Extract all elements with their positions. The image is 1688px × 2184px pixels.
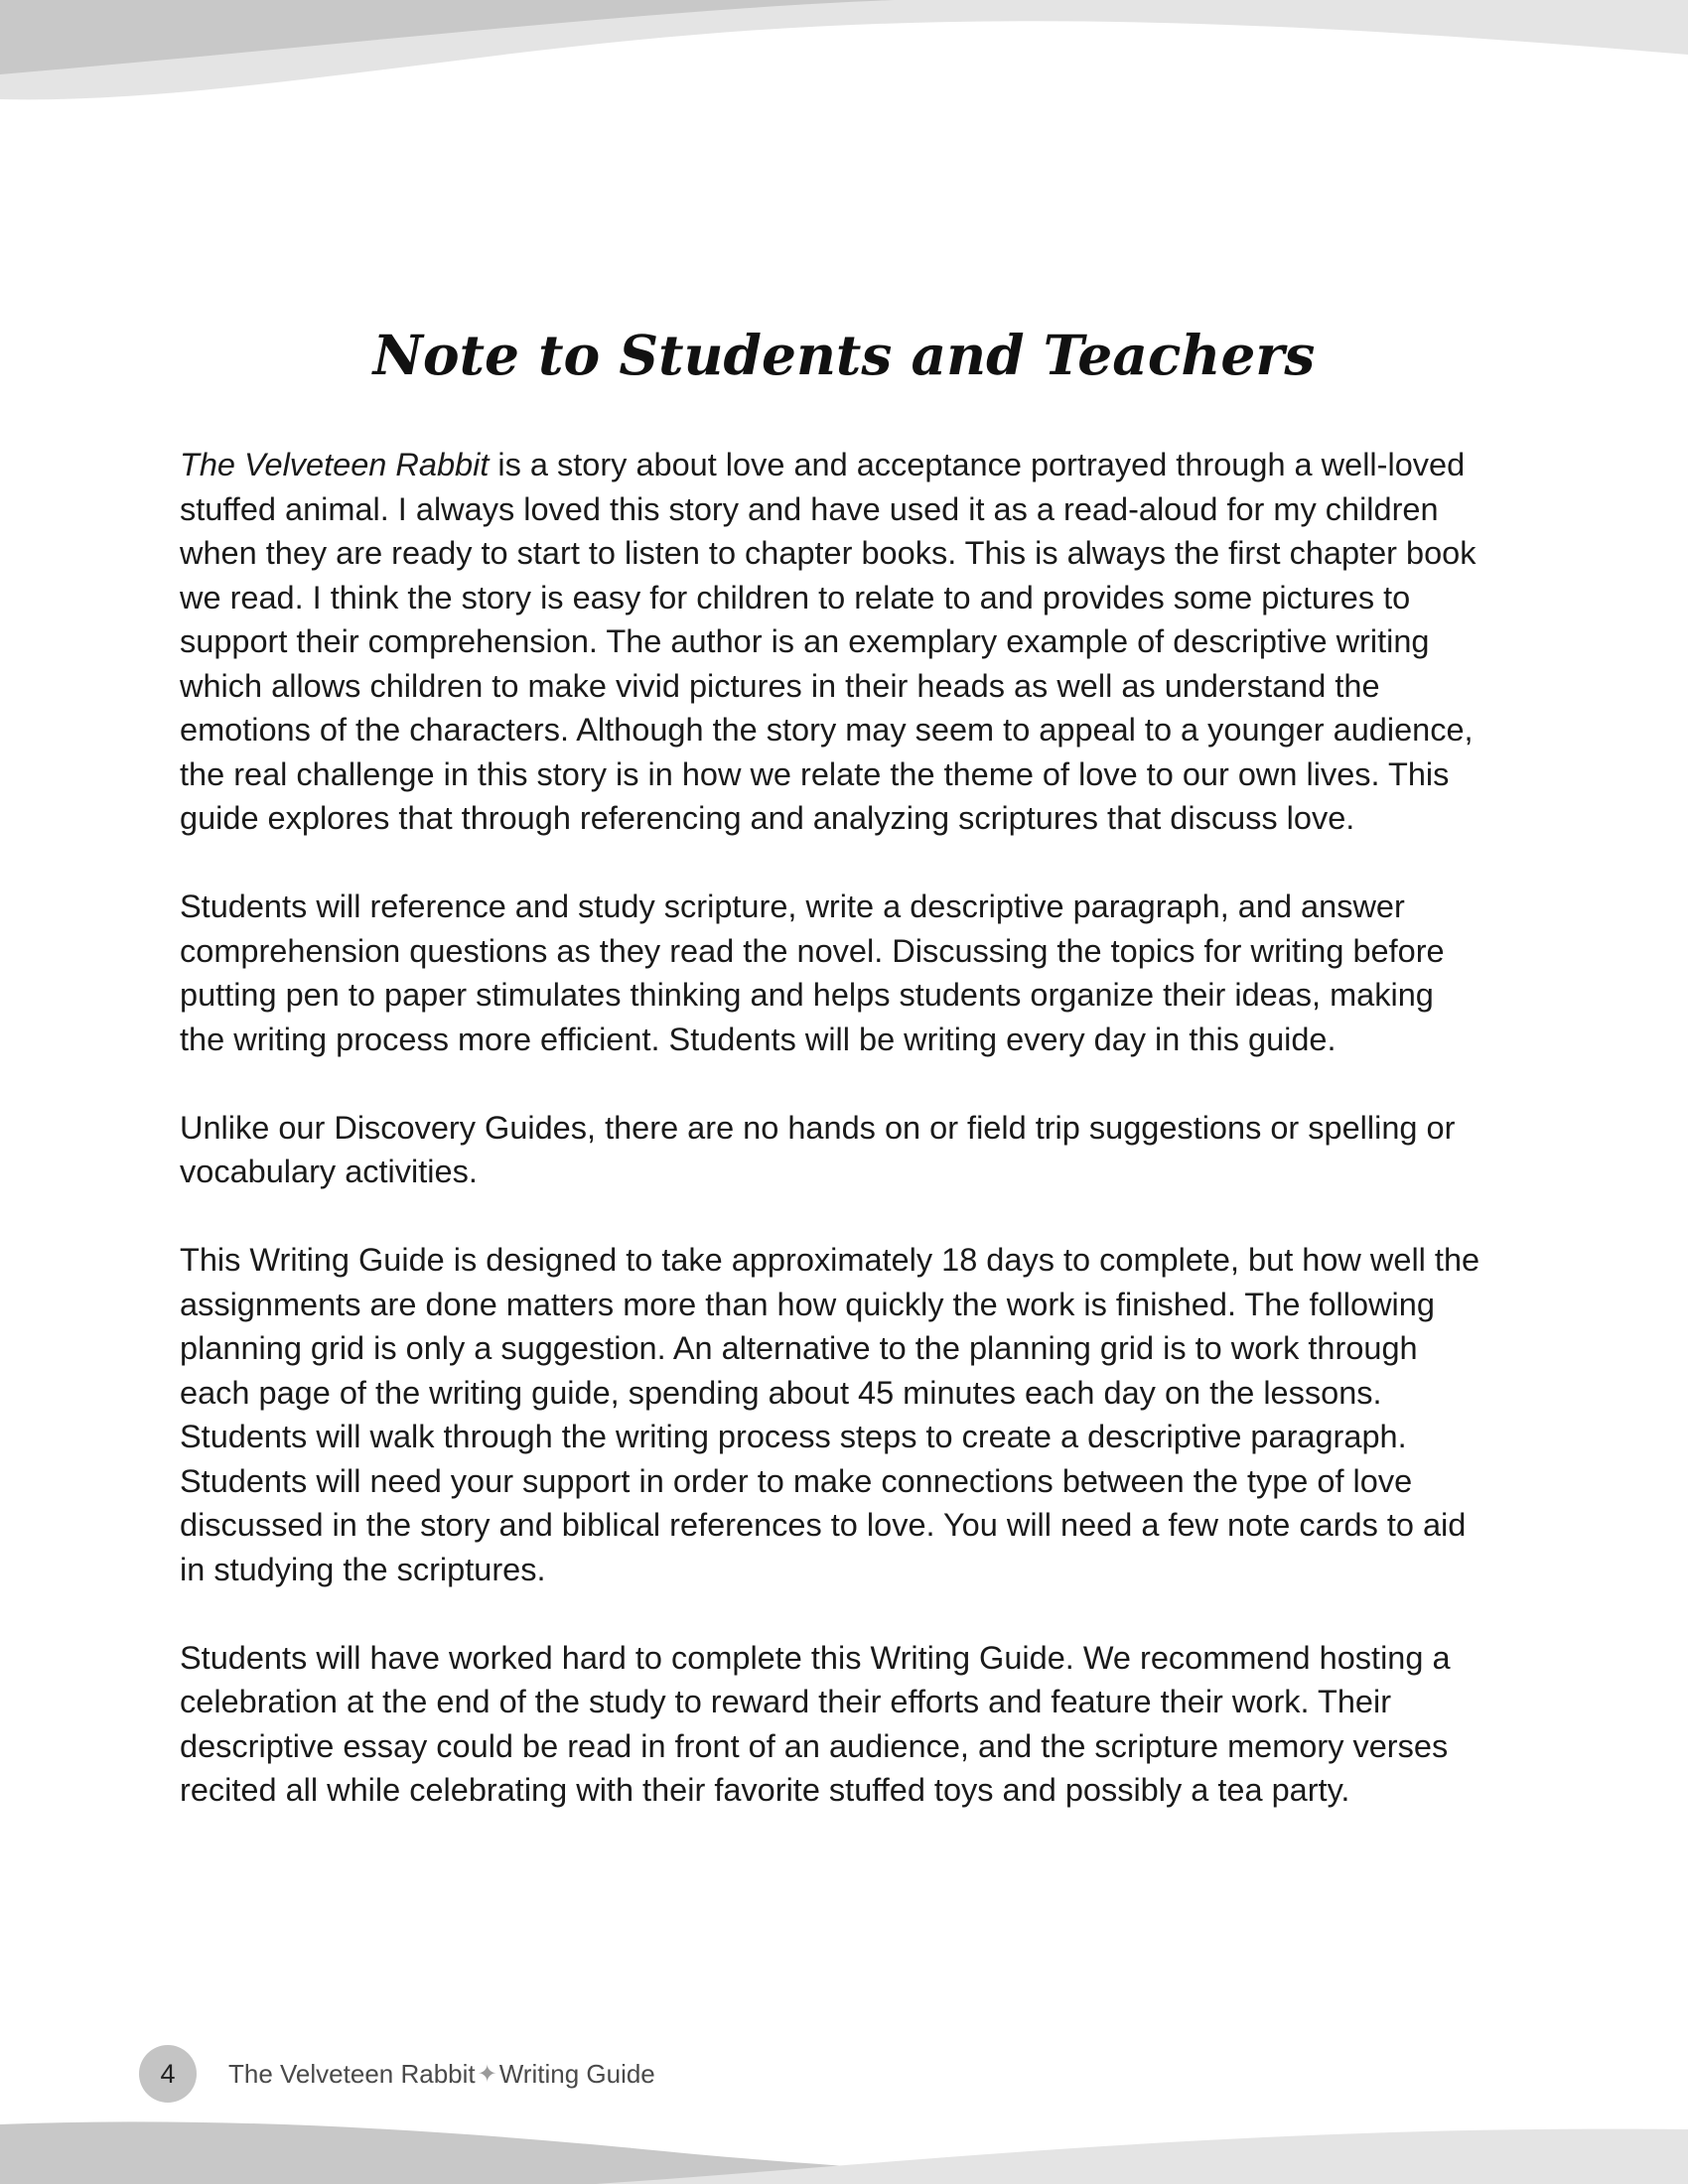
book-title-italic: The Velveteen Rabbit bbox=[180, 447, 490, 482]
paragraph-celebration: Students will have worked hard to complete this Writing Guide. We recommend hosting a celebration at the end of the study to reward their efforts and feature their work. Their descriptive essay could be read in front of an audience, and the scripture memory verses recited all while celebrating with their favorite stuffed toys and possibly a tea party. bbox=[180, 1639, 1451, 1808]
top-wave-decoration bbox=[0, 0, 1688, 109]
bottom-wave-decoration bbox=[0, 2105, 1688, 2184]
page-footer bbox=[139, 2044, 655, 2104]
paragraph-text: is a story about love and acceptance portrayed through a well-loved stuffed animal. I always loved this story and have used it as a read-aloud for my children when they are ready to start to listen to chapter books. This is always the first chapter book we read. I think the story is easy for children to relate to and provides some pictures to support their comprehension. The author is an exemplary example of descriptive writing which allows children to make vivid pictures in their heads as well as understand the emotions of the characters. Although the story may seem to appeal to a younger audience, the real challenge in this story is in how we relate the theme of love to our own lives. This guide explores that through referencing and analyzing scriptures that discuss love. bbox=[180, 447, 1477, 836]
paragraph-scripture: Students will reference and study scripture, write a descriptive paragraph, and answer comprehension questions as they read the novel. Discussing the topics for writing before putting pen to paper stimulates thinking and helps students organize their ideas, making the writing process more efficient. Students will be writing every day in this guide. bbox=[180, 888, 1445, 1057]
page-number: 4 bbox=[160, 2058, 176, 2089]
footer-book-title: The Velveteen Rabbit bbox=[228, 2058, 476, 2089]
body-text bbox=[180, 443, 1480, 1813]
sparkle-icon: ✦ bbox=[477, 2060, 497, 2088]
page-title: Note to Students and Teachers bbox=[372, 323, 1316, 387]
footer-guide-label: Writing Guide bbox=[498, 2058, 655, 2089]
paragraph-discovery-guides: Unlike our Discovery Guides, there are no hands on or field trip suggestions or spelling or vocabulary activities. bbox=[180, 1109, 1456, 1189]
paragraph-intro bbox=[180, 443, 1480, 841]
paragraph-planning: This Writing Guide is designed to take approximately 18 days to complete, but how well the assignments are done matters more than how quickly the work is finished. The following planning grid is only a suggestion. An alternative to the planning grid is to work through each page of the writing guide, spending about 45 minutes each day on the lessons. Students will walk through the writing process steps to create a descriptive paragraph. Students will need your support in order to make connections between the type of love discussed in the story and biblical references to love. You will need a few note cards to aid in studying the scriptures. bbox=[180, 1242, 1480, 1587]
page-number-badge bbox=[139, 2045, 197, 2103]
footer-title bbox=[228, 2059, 655, 2090]
